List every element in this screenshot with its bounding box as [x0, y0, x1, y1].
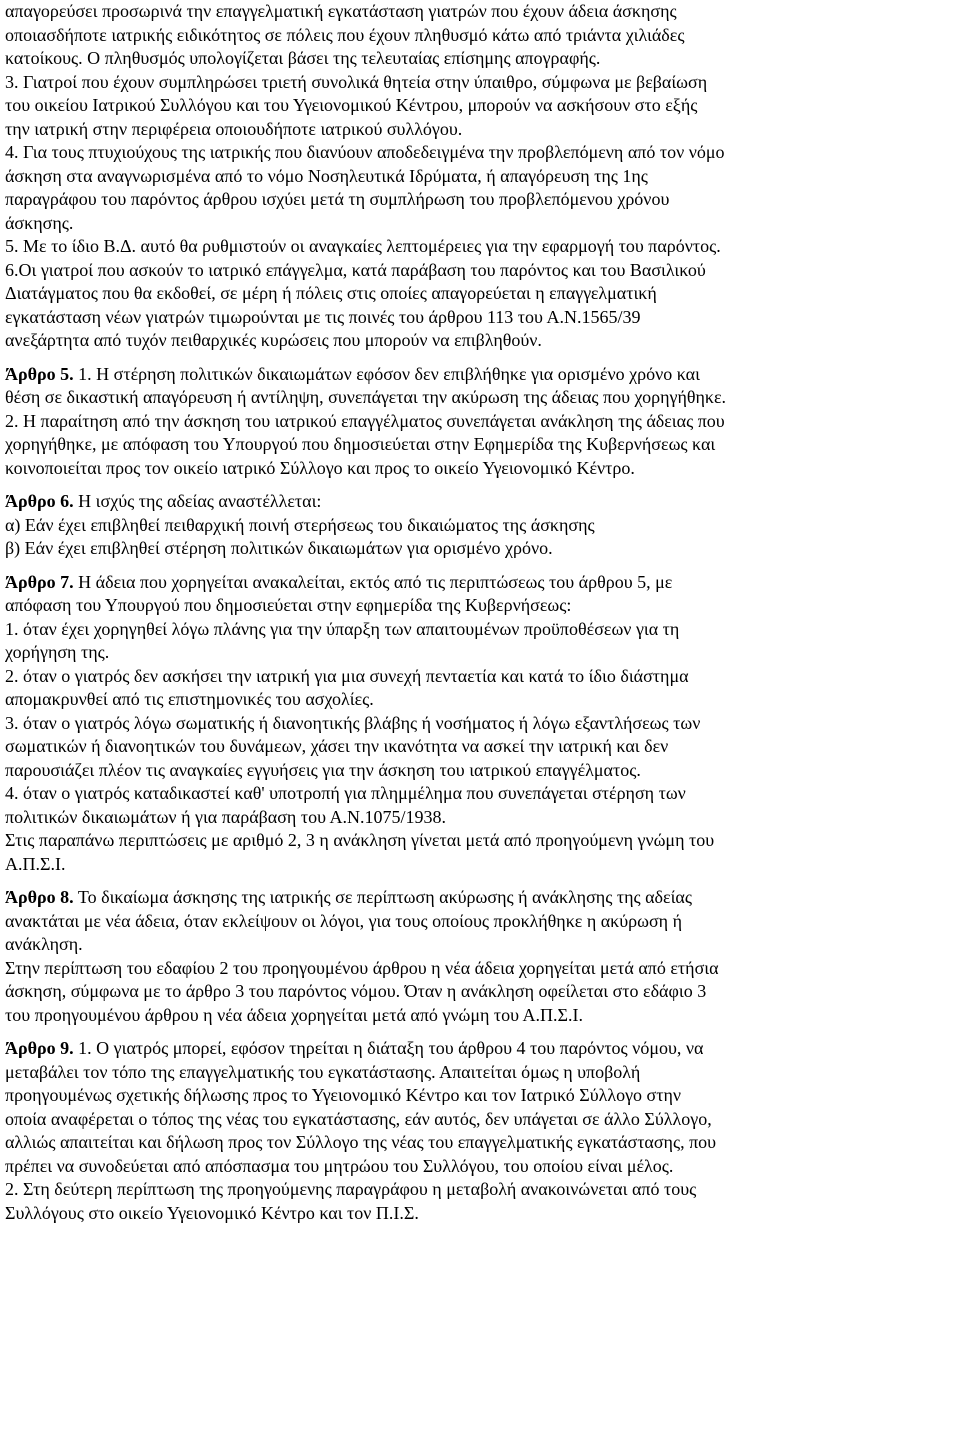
text-line: [5, 457, 956, 481]
line-text: Η ισχύς της αδείας αναστέλλεται:: [73, 491, 322, 511]
text-line: [5, 259, 956, 283]
line-text: ανάκληση.: [5, 934, 83, 954]
text-line: [5, 1131, 956, 1155]
text-line: [5, 212, 956, 236]
text-line: [5, 594, 956, 618]
line-text: Στις παραπάνω περιπτώσεις με αριθμό 2, 3 η ανάκληση γίνεται μετά από προηγούμενη γνώμη του: [5, 830, 715, 850]
text-line: [5, 410, 956, 434]
line-text: α) Εάν έχει επιβληθεί πειθαρχική ποινή στερήσεως του δικαιώματος της άσκησης: [5, 514, 595, 535]
line-text: 6.Οι γιατροί που ασκούν το ιατρικό επάγγελμα, κατά παράβαση του παρόντος και του Βασιλικού: [5, 259, 706, 280]
line-text: άσκησης.: [5, 212, 74, 233]
text-line: [5, 24, 956, 48]
line-text: απόφαση του Υπουργού που δημοσιεύεται στην εφημερίδα της Κυβερνήσεως:: [5, 595, 572, 615]
line-text: 5. Με το ίδιο Β.Δ. αυτό θα ρυθμιστούν οι αναγκαίες λεπτομέρειες για την εφαρμογή του παρόντος.: [5, 236, 721, 256]
line-text: οποία αναφέρεται ο τόπος της νέας του εγκατάστασης, εάν αυτός, δεν υπάγεται σε άλλο Σύλλογο,: [5, 1108, 712, 1129]
text-line: [5, 571, 956, 595]
line-text: Συλλόγους στο οικείο Υγειονομικό Κέντρο και τον Π.Ι.Σ.: [5, 1202, 419, 1223]
text-line: [5, 433, 956, 457]
line-text: 1. όταν έχει χορηγηθεί λόγω πλάνης για την ύπαρξη των απαιτουμένων προϋποθέσεων για τη: [5, 618, 680, 639]
text-line: [5, 735, 956, 759]
text-line: [5, 759, 956, 783]
text-line: [5, 282, 956, 306]
text-line: [5, 1061, 956, 1085]
line-text: ανεξάρτητα από τυχόν πειθαρχικές κυρώσεις που μπορούν να επιβληθούν.: [5, 330, 542, 350]
text-line: [5, 514, 956, 538]
line-text: Α.Π.Σ.Ι.: [5, 853, 66, 874]
paragraph: [5, 0, 956, 353]
line-text: ανακτάται με νέα άδεια, όταν εκλείψουν οι λόγοι, για τους οποίους προκλήθηκε η ακύρωση ή: [5, 910, 683, 931]
article-heading: Άρθρο 5.: [5, 363, 74, 384]
line-text: οποιασδήποτε ιατρικής ειδικότητος σε πόλεις που έχουν πληθυσμό κάτω από τριάντα χιλιάδες: [5, 24, 685, 45]
line-text: Διατάγματος που θα εκδοθεί, σε μέρη ή πόλεις στις οποίες απαγορεύεται η επαγγελματική: [5, 283, 657, 303]
article-heading: Άρθρο 7.: [5, 571, 74, 592]
paragraph: [5, 1037, 956, 1225]
line-text: απαγορεύσει προσωρινά την επαγγελματική εγκατάσταση γιατρών που έχουν άδεια άσκησης: [5, 1, 677, 21]
text-line: [5, 712, 956, 736]
text-line: [5, 165, 956, 189]
article-heading: Άρθρο 6.: [5, 491, 74, 511]
line-text: θέση σε δικαστική απαγόρευση ή αντίληψη, συνεπάγεται την ακύρωση της άδειας που χορηγήθηκε.: [5, 387, 727, 407]
text-line: [5, 141, 956, 165]
line-text: Στην περίπτωση του εδαφίου 2 του προηγουμένου άρθρου η νέα άδεια χορηγείται μετά από ετήσια: [5, 957, 719, 978]
text-line: [5, 188, 956, 212]
text-line: [5, 957, 956, 981]
line-text: β) Εάν έχει επιβληθεί στέρηση πολιτικών δικαιωμάτων για ορισμένο χρόνο.: [5, 538, 553, 558]
text-line: [5, 1178, 956, 1202]
line-text: απομακρυνθεί από τις επιστημονικές του ασχολίες.: [5, 689, 374, 709]
line-text: 1. Η στέρηση πολιτικών δικαιωμάτων εφόσον δεν επιβλήθηκε για ορισμένο χρόνο και: [73, 363, 700, 384]
line-text: 4. Για τους πτυχιούχους της ιατρικής που διανύουν αποδεδειγμένα την προβλεπόμενη από τον νόμο: [5, 142, 725, 162]
text-line: [5, 1084, 956, 1108]
text-line: [5, 537, 956, 561]
text-line: [5, 853, 956, 877]
line-text: άσκηση στα αναγνωρισμένα από το νόμο Νοσηλευτικά Ιδρύματα, ή απαγόρευση της 1ης: [5, 165, 648, 186]
text-line: [5, 490, 956, 514]
line-text: μεταβάλει τον τόπο της επαγγελματικής του εγκατάστασης. Απαιτείται όμως η υποβολή: [5, 1061, 641, 1082]
line-text: κατοίκους. Ο πληθυσμός υπολογίζεται βάσει της τελευταίας επίσημης απογραφής.: [5, 48, 601, 68]
text-line: [5, 618, 956, 642]
text-line: [5, 1202, 956, 1226]
text-line: [5, 806, 956, 830]
text-line: [5, 829, 956, 853]
line-text: του προηγουμένου άρθρου η νέα άδεια χορηγείται μετά από γνώμη του Α.Π.Σ.Ι.: [5, 1004, 584, 1025]
paragraph: [5, 571, 956, 877]
line-text: χορηγήθηκε, με απόφαση του Υπουργού που δημοσιεύεται στην Εφημερίδα της Κυβερνήσεως και: [5, 434, 716, 454]
line-text: Το δικαίωμα άσκησης της ιατρικής σε περίπτωση ακύρωσης ή ανάκλησης της αδείας: [73, 887, 692, 907]
text-line: [5, 665, 956, 689]
text-line: [5, 118, 956, 142]
line-text: παρουσιάζει πλέον τις αναγκαίες εγγυήσεις για την άσκηση του ιατρικού επαγγέλματος.: [5, 759, 641, 780]
line-text: κοινοποιείται προς τον οικείο ιατρικό Σύλλογο και προς το οικείο Υγειονομικό Κέντρο.: [5, 457, 635, 478]
line-text: εγκατάσταση νέων γιατρών τιμωρούνται με τις ποινές του άρθρου 113 του Α.Ν.1565/39: [5, 306, 641, 327]
paragraph: [5, 363, 956, 481]
text-line: [5, 641, 956, 665]
line-text: χορήγηση της.: [5, 642, 110, 662]
text-line: [5, 1155, 956, 1179]
text-line: [5, 235, 956, 259]
text-line: [5, 94, 956, 118]
line-text: την ιατρική στην περιφέρεια οποιουδήποτε ιατρικού συλλόγου.: [5, 118, 463, 139]
text-line: [5, 1108, 956, 1132]
text-line: [5, 363, 956, 387]
line-text: άσκηση, σύμφωνα με το άρθρο 3 του παρόντος νόμου. Όταν η ανάκληση οφείλεται στο εδάφιο 3: [5, 981, 707, 1001]
line-text: προηγουμένως σχετικής δήλωσης προς το Υγειονομικό Κέντρο και τον Ιατρικό Σύλλογο στην: [5, 1085, 682, 1105]
line-text: του οικείου Ιατρικού Συλλόγου και του Υγειονομικού Κέντρου, μπορούν να ασκήσουν στο εξής: [5, 95, 698, 115]
line-text: Η άδεια που χορηγείται ανακαλείται, εκτός από τις περιπτώσεως του άρθρου 5, με: [73, 571, 673, 592]
text-line: [5, 386, 956, 410]
line-text: 2. όταν ο γιατρός δεν ασκήσει την ιατρική για μια συνεχή πενταετία και κατά το ίδιο διάστημα: [5, 665, 689, 686]
text-line: [5, 933, 956, 957]
line-text: πολιτικών δικαιωμάτων ή για παράβαση του Α.Ν.1075/1938.: [5, 806, 446, 827]
line-text: 3. Γιατροί που έχουν συμπληρώσει τριετή συνολικά θητεία στην ύπαιθρο, σύμφωνα με βεβαίωση: [5, 71, 708, 92]
text-line: [5, 980, 956, 1004]
line-text: 1. Ο γιατρός μπορεί, εφόσον τηρείται η διάταξη του άρθρου 4 του παρόντος νόμου, να: [73, 1038, 704, 1058]
text-line: [5, 1037, 956, 1061]
text-line: [5, 886, 956, 910]
text-line: [5, 688, 956, 712]
line-text: αλλιώς απαιτείται και δήλωση προς τον Σύλλογο της νέας του επαγγελματικής εγκατάστασης, που: [5, 1132, 717, 1152]
article-heading: Άρθρο 9.: [5, 1038, 74, 1058]
text-line: [5, 910, 956, 934]
paragraph: [5, 886, 956, 1027]
text-line: [5, 329, 956, 353]
line-text: σωματικών ή διανοητικών του δυνάμεων, χάσει την ικανότητα να ασκεί την ιατρική και δεν: [5, 736, 669, 756]
text-line: [5, 71, 956, 95]
line-text: πρέπει να συνοδεύεται από απόσπασμα του μητρώου του Συλλόγου, του οποίου είναι μέλος.: [5, 1155, 674, 1176]
text-line: [5, 0, 956, 24]
line-text: 2. Η παραίτηση από την άσκηση του ιατρικού επαγγέλματος συνεπάγεται ανάκληση της άδειας που: [5, 410, 725, 431]
line-text: παραγράφου του παρόντος άρθρου ισχύει μετά τη συμπλήρωση του προβλεπόμενου χρόνου: [5, 189, 670, 209]
text-line: [5, 47, 956, 71]
paragraph: [5, 490, 956, 561]
line-text: 2. Στη δεύτερη περίπτωση της προηγούμενης παραγράφου η μεταβολή ανακοινώνεται από τους: [5, 1179, 697, 1199]
article-heading: Άρθρο 8.: [5, 887, 74, 907]
text-line: [5, 1004, 956, 1028]
line-text: 4. όταν ο γιατρός καταδικαστεί καθ' υποτροπή για πλημμέλημα που συνεπάγεται στέρηση των: [5, 783, 686, 803]
line-text: 3. όταν ο γιατρός λόγω σωματικής ή διανοητικής βλάβης ή νοσήματος ή λόγω εξαντλήσεως των: [5, 712, 701, 733]
text-line: [5, 306, 956, 330]
text-line: [5, 782, 956, 806]
